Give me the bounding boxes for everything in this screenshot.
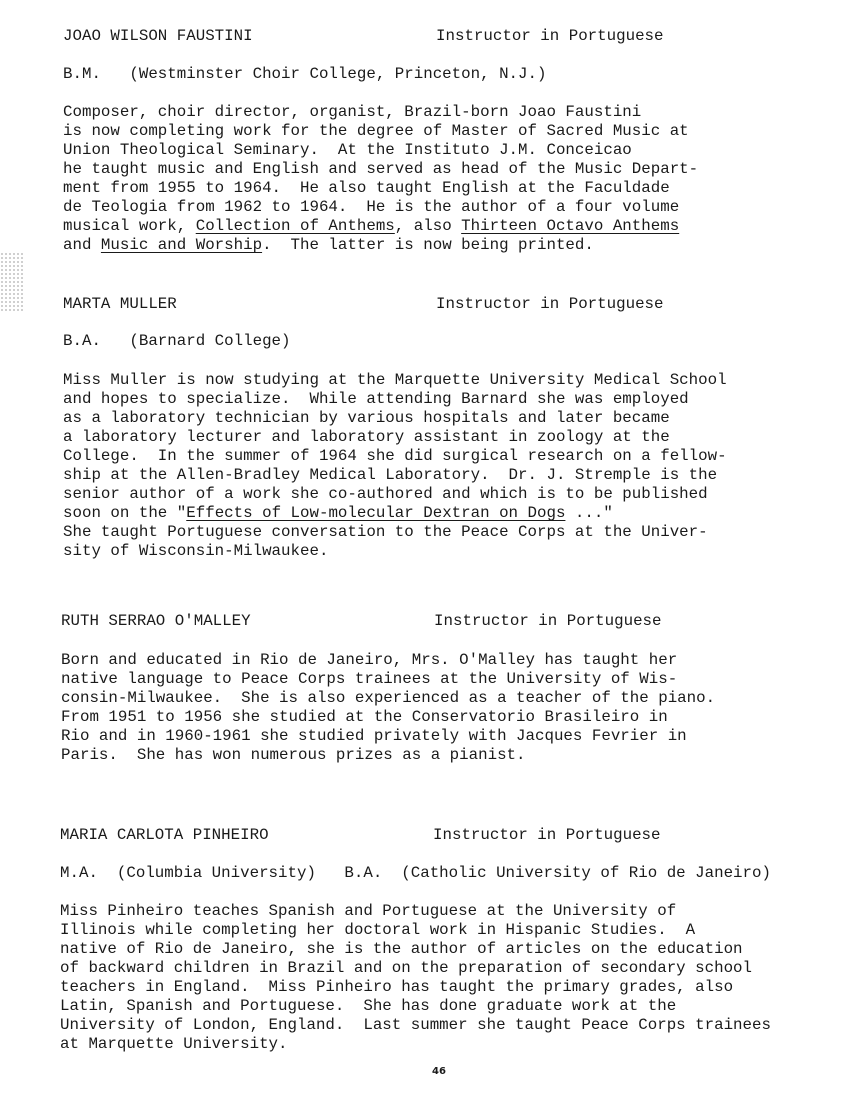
bio-text: Paris. She has won numerous prizes as a pianist. [61,746,526,764]
bio-text: soon on the " [63,504,187,522]
bio-line [63,217,679,236]
bio-line [63,122,689,141]
entry-title: Instructor in Portuguese [434,612,662,630]
bio-line [63,198,679,217]
bio-line [60,902,676,921]
entry-name: RUTH SERRAO O'MALLEY [61,612,251,630]
entry-title: Instructor in Portuguese [433,826,661,844]
bio-line [63,504,613,523]
entry-name: MARIA CARLOTA PINHEIRO [60,826,269,844]
bio-text: consin-Milwaukee. She is also experienced as a teacher of the piano. [61,689,716,707]
bio-text: ment from 1955 to 1964. He also taught English at the Faculdade [63,179,670,197]
underlined-title: Music and Worship [100,236,263,254]
bio-text: is now completing work for the degree of Master of Sacred Music at [63,122,689,140]
bio-text: de Teologia from 1962 to 1964. He is the author of a four volume [63,198,680,216]
page-number: 46 [432,1066,446,1077]
bio-line [60,921,695,940]
bio-line [60,1016,771,1035]
bio-text: ship at the Allen-Bradley Medical Laboratory. Dr. J. Stremple is the [63,466,718,484]
bio-line [60,1035,288,1054]
bio-line [61,727,687,746]
bio-text: College. In the summer of 1964 she did surgical research on a fellow- [63,447,727,465]
bio-text: , also [394,217,462,235]
entry-degree: B.A. (Barnard College) [63,332,291,350]
bio-line [63,409,670,428]
bio-text: Composer, choir director, organist, Brazil-born Joao Faustini [63,103,642,121]
bio-line [61,708,668,727]
entry-degree: M.A. (Columbia University) B.A. (Catholic University of Rio de Janeiro) [60,864,771,882]
entry-name: MARTA MULLER [63,295,177,313]
bio-text: sity of Wisconsin-Milwaukee. [63,542,329,560]
underlined-title: Effects of Low-molecular Dextran on Dogs [186,504,566,522]
bio-text: Latin, Spanish and Portuguese. She has done graduate work at the [60,997,677,1015]
bio-line [63,179,670,198]
bio-line [63,160,698,179]
bio-text: and hopes to specialize. While attending Barnard she was employed [63,390,689,408]
bio-text: as a laboratory technician by various hospitals and later became [63,409,670,427]
entry-name: JOAO WILSON FAUSTINI [63,27,253,45]
bio-line [60,978,733,997]
bio-line [61,746,526,765]
bio-text: musical work, [63,217,196,235]
bio-text: . The latter is now being printed. [262,236,594,254]
bio-text: University of London, England. Last summer she taught Peace Corps trainees [60,1016,771,1034]
bio-text: teachers in England. Miss Pinheiro has taught the primary grades, also [60,978,734,996]
bio-text: Miss Muller is now studying at the Marquette University Medical School [63,371,727,389]
bio-line [61,689,715,708]
bio-line [63,542,328,561]
bio-text: he taught music and English and served as head of the Music Depart- [63,160,699,178]
bio-text: at Marquette University. [60,1035,288,1053]
bio-text: senior author of a work she co-authored and which is to be published [63,485,708,503]
bio-text: From 1951 to 1956 she studied at the Conservatorio Brasileiro in [61,708,668,726]
bio-line [60,940,743,959]
bio-line [63,390,689,409]
bio-text: native language to Peace Corps trainees at the University of Wis- [61,670,678,688]
bio-text: Union Theological Seminary. At the Instituto J.M. Conceicao [63,141,632,159]
bio-text: Rio and in 1960-1961 she studied privately with Jacques Fevrier in [61,727,687,745]
bio-line [63,447,727,466]
bio-line [60,959,752,978]
bio-text: of backward children in Brazil and on the preparation of secondary school [60,959,753,977]
underlined-title: Collection of Anthems [195,217,395,235]
bio-text: She taught Portuguese conversation to the Peace Corps at the Univer- [63,523,708,541]
bio-text: Born and educated in Rio de Janeiro, Mrs. O'Malley has taught her [61,651,678,669]
bio-text: Miss Pinheiro teaches Spanish and Portuguese at the University of [60,902,677,920]
bio-line [60,997,676,1016]
entry-title: Instructor in Portuguese [436,295,664,313]
bio-line [61,651,677,670]
bio-line [63,428,670,447]
entry-degree: B.M. (Westminster Choir College, Princeton, N.J.) [63,65,547,83]
entry-title: Instructor in Portuguese [436,27,664,45]
bio-text: and [63,236,101,254]
bio-text: Illinois while completing her doctoral work in Hispanic Studies. A [60,921,696,939]
bio-line [63,103,641,122]
bio-line [63,236,594,255]
scan-speckle [0,252,24,312]
bio-text: a laboratory lecturer and laboratory assistant in zoology at the [63,428,670,446]
bio-text: ..." [565,504,613,522]
bio-line [61,670,677,689]
bio-text: native of Rio de Janeiro, she is the author of articles on the education [60,940,743,958]
bio-line [63,523,708,542]
bio-line [63,485,708,504]
underlined-title: Thirteen Octavo Anthems [461,217,680,235]
bio-line [63,141,632,160]
bio-line [63,371,727,390]
bio-line [63,466,717,485]
